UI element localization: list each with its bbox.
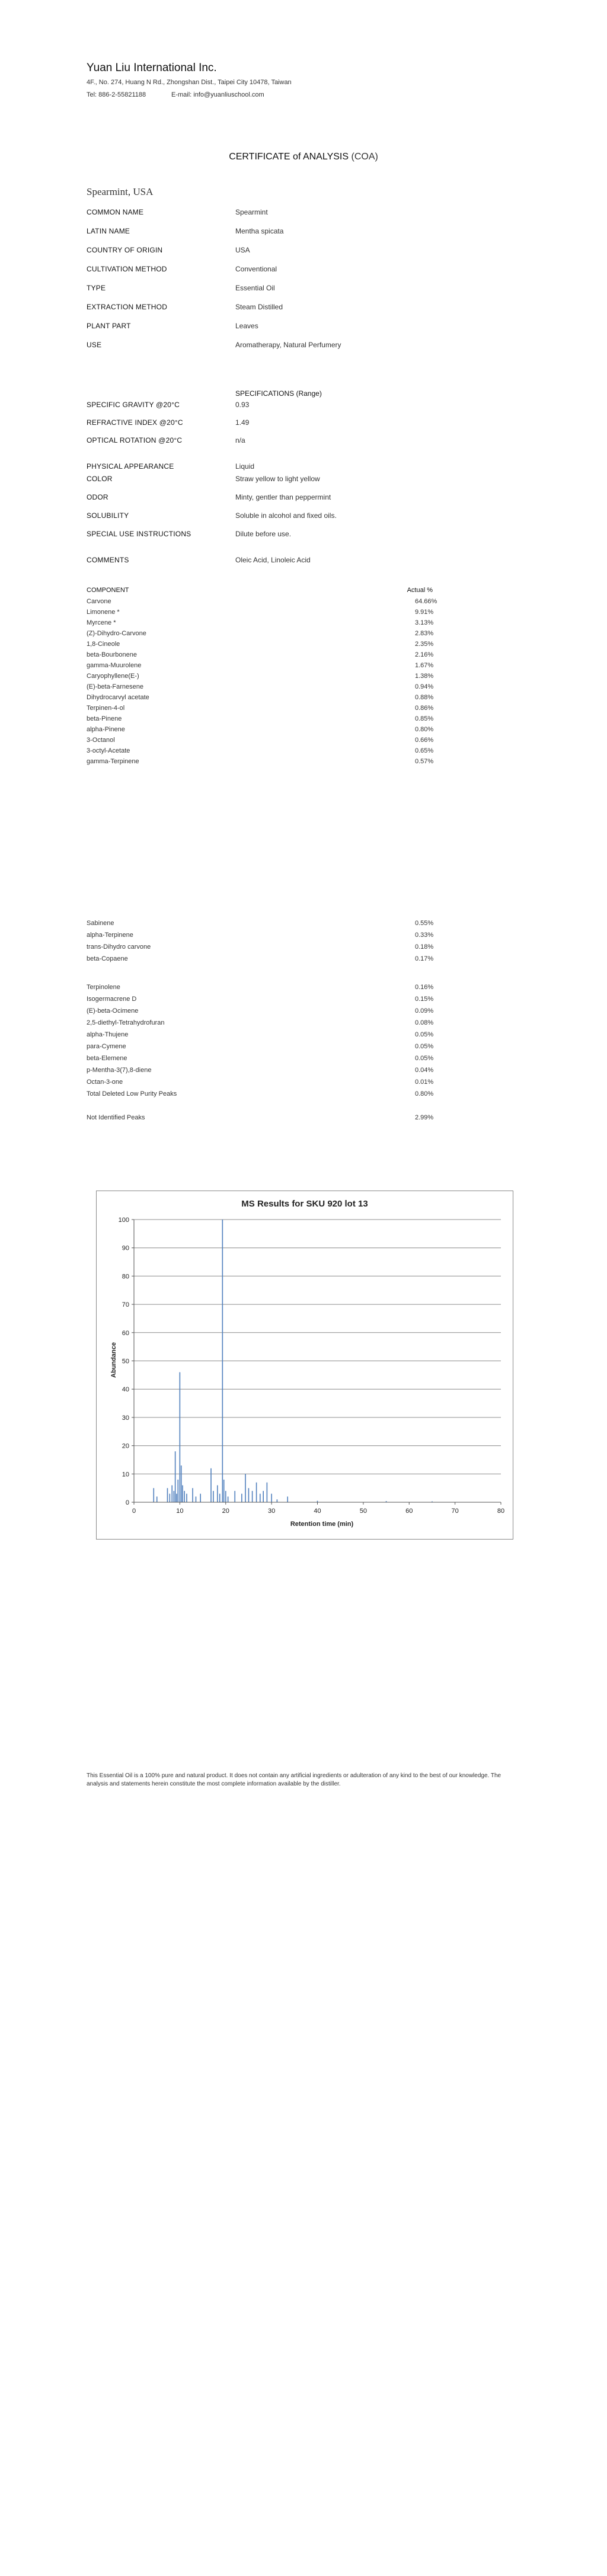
chart-x-tick-label: 20 bbox=[222, 1508, 229, 1515]
component-name: Terpinolene bbox=[87, 984, 120, 991]
component-name: (E)-beta-Ocimene bbox=[87, 1007, 139, 1015]
component-name: Carvone bbox=[87, 598, 111, 605]
spec-label: PHYSICAL APPEARANCE bbox=[87, 462, 174, 471]
component-name: Total Deleted Low Purity Peaks bbox=[87, 1090, 177, 1097]
component-value: 64.66% bbox=[415, 598, 437, 605]
component-name: beta-Bourbonene bbox=[87, 651, 138, 658]
info-label: USE bbox=[87, 341, 102, 349]
component-value: 1.67% bbox=[415, 662, 434, 669]
component-value: 0.80% bbox=[415, 726, 434, 733]
chart-x-axis-label: Retention time (min) bbox=[290, 1521, 354, 1528]
component-name: p-Mentha-3(7),8-diene bbox=[87, 1067, 152, 1074]
component-value: 0.85% bbox=[415, 715, 434, 722]
component-name: beta-Pinene bbox=[87, 715, 122, 722]
chart-x-tick-label: 40 bbox=[314, 1508, 321, 1515]
chart-y-tick-label: 90 bbox=[122, 1244, 129, 1252]
component-name: Limonene * bbox=[87, 609, 120, 616]
info-value: Mentha spicata bbox=[235, 227, 284, 235]
component-name: Myrcene * bbox=[87, 619, 116, 626]
spec-label: SPECIFIC GRAVITY @20°C bbox=[87, 401, 180, 409]
component-name: beta-Copaene bbox=[87, 955, 128, 962]
component-value: 0.09% bbox=[415, 1007, 434, 1015]
chart-x-tick-label: 10 bbox=[176, 1508, 184, 1515]
spec-value: Minty, gentler than peppermint bbox=[235, 493, 331, 501]
chart-x-tick-label: 50 bbox=[359, 1508, 367, 1515]
info-value: Spearmint bbox=[235, 208, 268, 216]
not-identified-value: 2.99% bbox=[415, 1114, 434, 1121]
info-label: TYPE bbox=[87, 284, 106, 292]
chart-y-tick-label: 60 bbox=[122, 1329, 129, 1337]
component-name: (Z)-Dihydro-Carvone bbox=[87, 630, 146, 637]
chart-y-tick-label: 80 bbox=[122, 1273, 129, 1281]
component-value: 9.91% bbox=[415, 609, 434, 616]
product-name: Spearmint, USA bbox=[87, 186, 154, 197]
component-value: 0.04% bbox=[415, 1067, 434, 1074]
component-value: 0.94% bbox=[415, 683, 434, 690]
component-value: 0.16% bbox=[415, 984, 434, 991]
chart-x-tick-label: 60 bbox=[405, 1508, 413, 1515]
component-name: gamma-Terpinene bbox=[87, 758, 139, 765]
info-label: COMMON NAME bbox=[87, 208, 144, 216]
component-value: 0.18% bbox=[415, 943, 434, 951]
info-value: Essential Oil bbox=[235, 284, 275, 292]
chart-x-tick-label: 70 bbox=[451, 1508, 459, 1515]
component-value: 0.66% bbox=[415, 737, 434, 744]
info-label: EXTRACTION METHOD bbox=[87, 303, 168, 311]
component-value: 0.55% bbox=[415, 920, 434, 927]
component-value: 1.38% bbox=[415, 673, 434, 680]
component-name: 3-octyl-Acetate bbox=[87, 747, 130, 754]
component-name: Isogermacrene D bbox=[87, 996, 137, 1003]
info-value: Conventional bbox=[235, 265, 277, 273]
component-value: 0.05% bbox=[415, 1031, 434, 1038]
component-value: 0.01% bbox=[415, 1079, 434, 1086]
component-name: alpha-Pinene bbox=[87, 726, 125, 733]
component-name: (E)-beta-Farnesene bbox=[87, 683, 143, 690]
info-value: Steam Distilled bbox=[235, 303, 283, 311]
component-value: 2.83% bbox=[415, 630, 434, 637]
component-value: 0.88% bbox=[415, 694, 434, 701]
document-title bbox=[0, 152, 607, 162]
component-value: 0.05% bbox=[415, 1043, 434, 1050]
chart-gridlines bbox=[134, 1220, 501, 1474]
chart-y-axis-label: Abundance bbox=[110, 1342, 117, 1378]
spec-label: COMMENTS bbox=[87, 556, 129, 564]
component-value: 0.57% bbox=[415, 758, 434, 765]
chart-y-tick-labels bbox=[119, 1217, 129, 1506]
info-label: CULTIVATION METHOD bbox=[87, 265, 167, 273]
company-email: E-mail: info@yuanliuschool.com bbox=[171, 91, 264, 98]
component-value: 0.33% bbox=[415, 932, 434, 939]
component-name: 2,5-diethyl-Tetrahydrofuran bbox=[87, 1019, 165, 1026]
actual-percent-column-header: Actual % bbox=[407, 587, 433, 594]
spec-label: SPECIAL USE INSTRUCTIONS bbox=[87, 530, 191, 538]
info-value: Leaves bbox=[235, 322, 258, 330]
component-value: 0.86% bbox=[415, 705, 434, 712]
component-column-header: COMPONENT bbox=[87, 587, 129, 594]
component-name: Caryophyllene(E-) bbox=[87, 673, 139, 680]
chart-title: MS Results for SKU 920 lot 13 bbox=[241, 1199, 368, 1209]
chart-axes bbox=[132, 1220, 501, 1505]
component-name: Dihydrocarvyl acetate bbox=[87, 694, 149, 701]
info-value: USA bbox=[235, 246, 250, 254]
spec-value: 1.49 bbox=[235, 418, 250, 427]
ms-results-chart bbox=[97, 1191, 513, 1539]
component-name: 1,8-Cineole bbox=[87, 641, 120, 648]
component-value: 0.80% bbox=[415, 1090, 434, 1097]
specifications-heading: SPECIFICATIONS (Range) bbox=[235, 389, 322, 398]
component-name: alpha-Terpinene bbox=[87, 932, 133, 939]
component-name: alpha-Thujene bbox=[87, 1031, 129, 1038]
spec-label: ODOR bbox=[87, 493, 108, 501]
chart-x-tick-labels bbox=[132, 1508, 504, 1515]
spec-value: 0.93 bbox=[235, 401, 250, 409]
chart-y-tick-label: 20 bbox=[122, 1442, 129, 1450]
component-name: 3-Octanol bbox=[87, 737, 115, 744]
component-value: 2.35% bbox=[415, 641, 434, 648]
chart-x-tick-label: 80 bbox=[497, 1508, 505, 1515]
info-label: PLANT PART bbox=[87, 322, 131, 330]
chart-y-tick-label: 100 bbox=[118, 1217, 129, 1224]
spec-value: Liquid bbox=[235, 462, 255, 471]
spec-value: Dilute before use. bbox=[235, 530, 292, 538]
component-value: 0.65% bbox=[415, 747, 434, 754]
spec-value: n/a bbox=[235, 436, 245, 444]
spec-value: Soluble in alcohol and fixed oils. bbox=[235, 511, 337, 520]
component-name: Sabinene bbox=[87, 920, 114, 927]
spec-value: Oleic Acid, Linoleic Acid bbox=[235, 556, 311, 564]
spec-label: SOLUBILITY bbox=[87, 511, 129, 520]
component-value: 0.15% bbox=[415, 996, 434, 1003]
company-name: Yuan Liu International Inc. bbox=[87, 62, 217, 74]
chart-y-tick-label: 0 bbox=[125, 1499, 129, 1506]
component-value: 0.08% bbox=[415, 1019, 434, 1026]
ms-results-chart-frame bbox=[96, 1191, 513, 1540]
spec-label: COLOR bbox=[87, 475, 113, 483]
info-label: COUNTRY OF ORIGIN bbox=[87, 246, 163, 254]
component-value: 3.13% bbox=[415, 619, 434, 626]
spec-value: Straw yellow to light yellow bbox=[235, 475, 320, 483]
chart-x-tick-label: 0 bbox=[132, 1508, 136, 1515]
component-name: trans-Dihydro carvone bbox=[87, 943, 151, 951]
chart-y-tick-label: 70 bbox=[122, 1301, 129, 1309]
chart-y-tick-label: 10 bbox=[122, 1471, 129, 1479]
component-value: 2.16% bbox=[415, 651, 434, 658]
info-label: LATIN NAME bbox=[87, 227, 130, 235]
component-value: 0.17% bbox=[415, 955, 434, 962]
spec-label: OPTICAL ROTATION @20°C bbox=[87, 436, 183, 444]
component-name: para-Cymene bbox=[87, 1043, 126, 1050]
document-title-main: CERTIFICATE of ANALYSIS bbox=[229, 152, 349, 162]
info-value: Aromatherapy, Natural Perfumery bbox=[235, 341, 341, 349]
spec-label: REFRACTIVE INDEX @20°C bbox=[87, 418, 183, 427]
chart-y-tick-label: 50 bbox=[122, 1358, 129, 1365]
company-tel: Tel: 886-2-55821188 bbox=[87, 91, 146, 98]
disclaimer-note: This Essential Oil is a 100% pure and natural product. It does not contain any artificial ingredients or adulteration of any kind to the best of our knowledge. The analysis and statements herein constitute the most complete information available by the distiller. bbox=[87, 1772, 501, 1787]
component-name: Octan-3-one bbox=[87, 1079, 123, 1086]
not-identified-label: Not Identified Peaks bbox=[87, 1114, 145, 1121]
component-value: 0.05% bbox=[415, 1055, 434, 1062]
component-name: beta-Elemene bbox=[87, 1055, 127, 1062]
company-address: 4F., No. 274, Huang N Rd., Zhongshan Dist., Taipei City 10478, Taiwan bbox=[87, 79, 292, 86]
component-name: gamma-Muurolene bbox=[87, 662, 142, 669]
component-name: Terpinen-4-ol bbox=[87, 705, 125, 712]
chart-y-tick-label: 40 bbox=[122, 1386, 129, 1394]
chart-y-tick-label: 30 bbox=[122, 1414, 129, 1422]
document-title-suffix: (COA) bbox=[351, 152, 378, 162]
chart-x-tick-label: 30 bbox=[268, 1508, 276, 1515]
